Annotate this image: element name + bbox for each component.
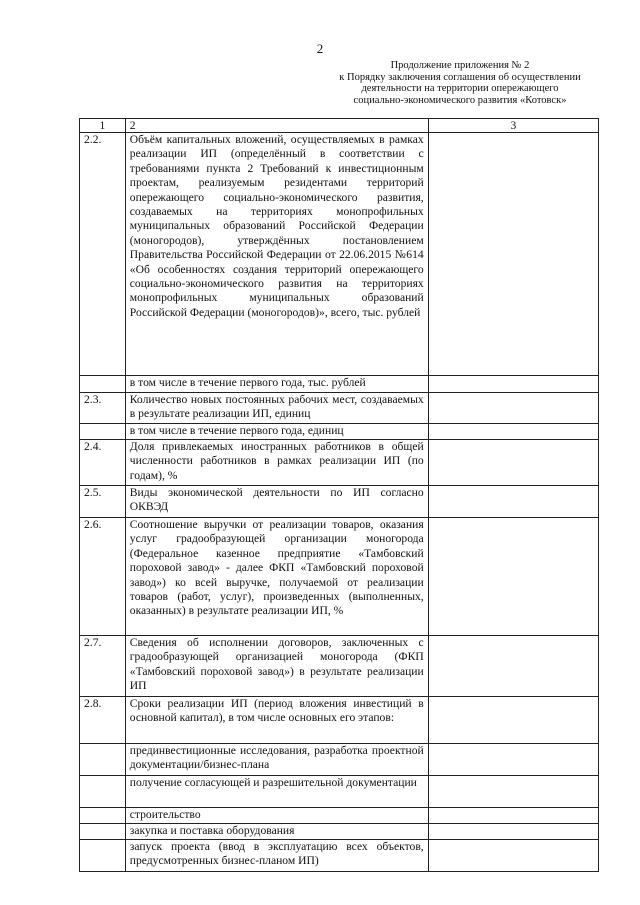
row-value [428, 518, 598, 636]
row-value [428, 744, 598, 776]
row-number [80, 744, 126, 776]
row-number [80, 776, 126, 808]
row-number: 2.6. [80, 518, 126, 636]
row-text: Сведения об исполнении договоров, заключенных с градообразующей организацией моногорода (ФКП «Тамбовский пороховой завод») в результате реализации ИП [125, 636, 428, 697]
row-value [428, 840, 598, 872]
table-row [80, 486, 599, 518]
row-number: 2.8. [80, 697, 126, 744]
table-row [80, 376, 599, 393]
row-text: Доля привлекаемых иностранных работников в общей численности работников в рамках реализации ИП (по годам), % [125, 440, 428, 486]
table-row [80, 518, 599, 636]
row-text: запуск проекта (ввод в эксплуатацию всех объектов, предусмотренных бизнес-планом ИП) [125, 840, 428, 872]
row-value [428, 824, 598, 840]
row-text: получение согласующей и разрешительной документации [125, 776, 428, 808]
row-value [428, 776, 598, 808]
row-text: Объём капитальных вложений, осуществляемых в рамках реализации ИП (определённый в соответствии с требованиями пункта 2 Требований к инвестиционным проектам, реализуемым резидентами территорий опережающего социально-экономического развития, создаваемых на территориях монопрофильных муниципальных образований Российской Федерации (моногородов), утверждённых постановлением Правительства Российской Федерации от 22.06.2015 №614 «Об особенностях создания территорий опережающего социально-экономического развития на территориях монопрофильных муниципальных образований Российской Федерации (моногородов)», всего, тыс. рублей [125, 133, 428, 376]
row-value [428, 393, 598, 424]
table-row [80, 697, 599, 744]
appendix-header-line: деятельности на территории опережающего [361, 83, 559, 94]
row-number [80, 424, 126, 440]
row-text: в том числе в течение первого года, тыс. рублей [125, 376, 428, 393]
row-text: прединвестиционные исследования, разработка проектной документации/бизнес-плана [125, 744, 428, 776]
row-number: 2.5. [80, 486, 126, 518]
table-header-row [80, 119, 599, 133]
table-row [80, 840, 599, 872]
table-row [80, 440, 599, 486]
column-header: 3 [428, 119, 598, 133]
row-text: строительство [125, 808, 428, 824]
row-number [80, 376, 126, 393]
row-number [80, 840, 126, 872]
row-number: 2.2. [80, 133, 126, 376]
row-number: 2.7. [80, 636, 126, 697]
table-row [80, 744, 599, 776]
appendix-header-line: социально-экономического развития «Котовск» [353, 94, 567, 106]
table-row [80, 776, 599, 808]
row-number: 2.4. [80, 440, 126, 486]
table-row [80, 424, 599, 440]
appendix-header [310, 60, 610, 106]
table-row [80, 133, 599, 376]
page-number: 2 [316, 41, 324, 56]
table-row [80, 636, 599, 697]
row-value [428, 376, 598, 393]
row-value [428, 636, 598, 697]
column-header: 1 [80, 119, 126, 133]
row-text: Сроки реализации ИП (период вложения инвестиций в основной капитал), в том числе основных его этапов: [125, 697, 428, 744]
table-row [80, 824, 599, 840]
column-header: 2 [125, 119, 428, 133]
row-value [428, 424, 598, 440]
row-text: закупка и поставка оборудования [125, 824, 428, 840]
row-text: Количество новых постоянных рабочих мест, создаваемых в результате реализации ИП, единиц [125, 393, 428, 424]
table-row [80, 393, 599, 424]
row-value [428, 486, 598, 518]
appendix-header-line: к Порядку заключения соглашения об осуществлении [339, 71, 581, 83]
row-value [428, 440, 598, 486]
row-text: Виды экономической деятельности по ИП согласно ОКВЭД [125, 486, 428, 518]
row-value [428, 133, 598, 376]
row-value [428, 808, 598, 824]
application-table [79, 118, 599, 872]
table-row [80, 808, 599, 824]
appendix-header-line: Продолжение приложения № 2 [390, 60, 530, 71]
row-number [80, 824, 126, 840]
row-number [80, 808, 126, 824]
row-text: Соотношение выручки от реализации товаров, оказания услуг градообразующей организации моногорода (Федеральное казенное предприятие «Тамбовский пороховой завод» - далее ФКП «Тамбовский пороховой завод») ко всей выручке, получаемой от реализации товаров (работ, услуг), произведенных (выполненных, оказанных) в результате реализации ИП, % [125, 518, 428, 636]
row-number: 2.3. [80, 393, 126, 424]
row-text: в том числе в течение первого года, единиц [125, 424, 428, 440]
row-value [428, 697, 598, 744]
